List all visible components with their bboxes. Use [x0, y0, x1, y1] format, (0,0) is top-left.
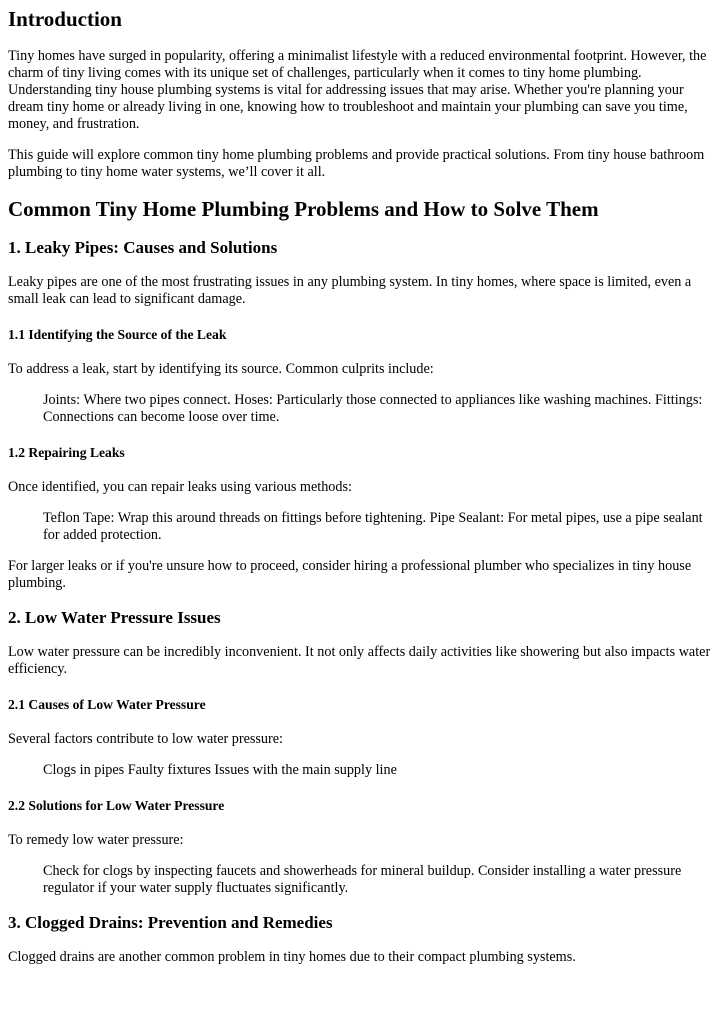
intro-heading: Introduction: [8, 7, 122, 31]
section-1-2-after: For larger leaks or if you're unsure how to proceed, consider hiring a professional plumber who specializes in tiny house plumbing.: [8, 558, 692, 591]
section-1-2-text: Once identified, you can repair leaks using various methods:: [8, 479, 352, 495]
section-2-1-heading: 2.1 Causes of Low Water Pressure: [8, 697, 206, 712]
intro-paragraph-1: Tiny homes have surged in popularity, offering a minimalist lifestyle with a reduced environmental footprint. However, the charm of tiny living comes with its unique set of challenges, particularly when it comes to tiny home plumbing. Understanding tiny house plumbing systems is vital for addressing issues that may arise. Whether you're planning your dream tiny home or already living in one, knowing how to troubleshoot and maintain your plumbing can save you time, money, and frustration.: [8, 48, 707, 132]
section-2-1-quote: Clogs in pipes Faulty fixtures Issues with the main supply line: [43, 762, 397, 778]
section-3-intro: Clogged drains are another common problem in tiny homes due to their compact plumbing systems.: [8, 949, 576, 965]
section-1-1-text: To address a leak, start by identifying its source. Common culprits include:: [8, 361, 434, 377]
section-1-1-quote: Joints: Where two pipes connect. Hoses: Particularly those connected to appliances like washing machines. Fittings: Connections can become loose over time.: [43, 392, 703, 425]
section-1-1-heading: 1.1 Identifying the Source of the Leak: [8, 327, 227, 342]
section-3-heading: 3. Clogged Drains: Prevention and Remedies: [8, 913, 333, 932]
section-2-2-quote: Check for clogs by inspecting faucets and showerheads for mineral buildup. Consider installing a water pressure regulator if your water supply fluctuates significantly.: [43, 863, 682, 896]
section-2-heading: 2. Low Water Pressure Issues: [8, 608, 221, 627]
section-2-2-heading: 2.2 Solutions for Low Water Pressure: [8, 798, 225, 813]
main-heading: Common Tiny Home Plumbing Problems and How to Solve Them: [8, 197, 599, 221]
section-2-intro: Low water pressure can be incredibly inconvenient. It not only affects daily activities like showering but also impacts water efficiency.: [8, 644, 711, 677]
section-1-2-heading: 1.2 Repairing Leaks: [8, 445, 125, 460]
section-1-heading: 1. Leaky Pipes: Causes and Solutions: [8, 238, 278, 257]
section-2-1-text: Several factors contribute to low water pressure:: [8, 731, 283, 747]
section-2-2-text: To remedy low water pressure:: [8, 832, 184, 848]
intro-paragraph-2: This guide will explore common tiny home plumbing problems and provide practical solutions. From tiny house bathroom plumbing to tiny home water systems, we’ll cover it all.: [8, 147, 705, 180]
section-1-2-quote: Teflon Tape: Wrap this around threads on fittings before tightening. Pipe Sealant: For metal pipes, use a pipe sealant for added protection.: [43, 510, 703, 543]
section-1-intro: Leaky pipes are one of the most frustrating issues in any plumbing system. In tiny homes, where space is limited, even a small leak can lead to significant damage.: [8, 274, 692, 307]
